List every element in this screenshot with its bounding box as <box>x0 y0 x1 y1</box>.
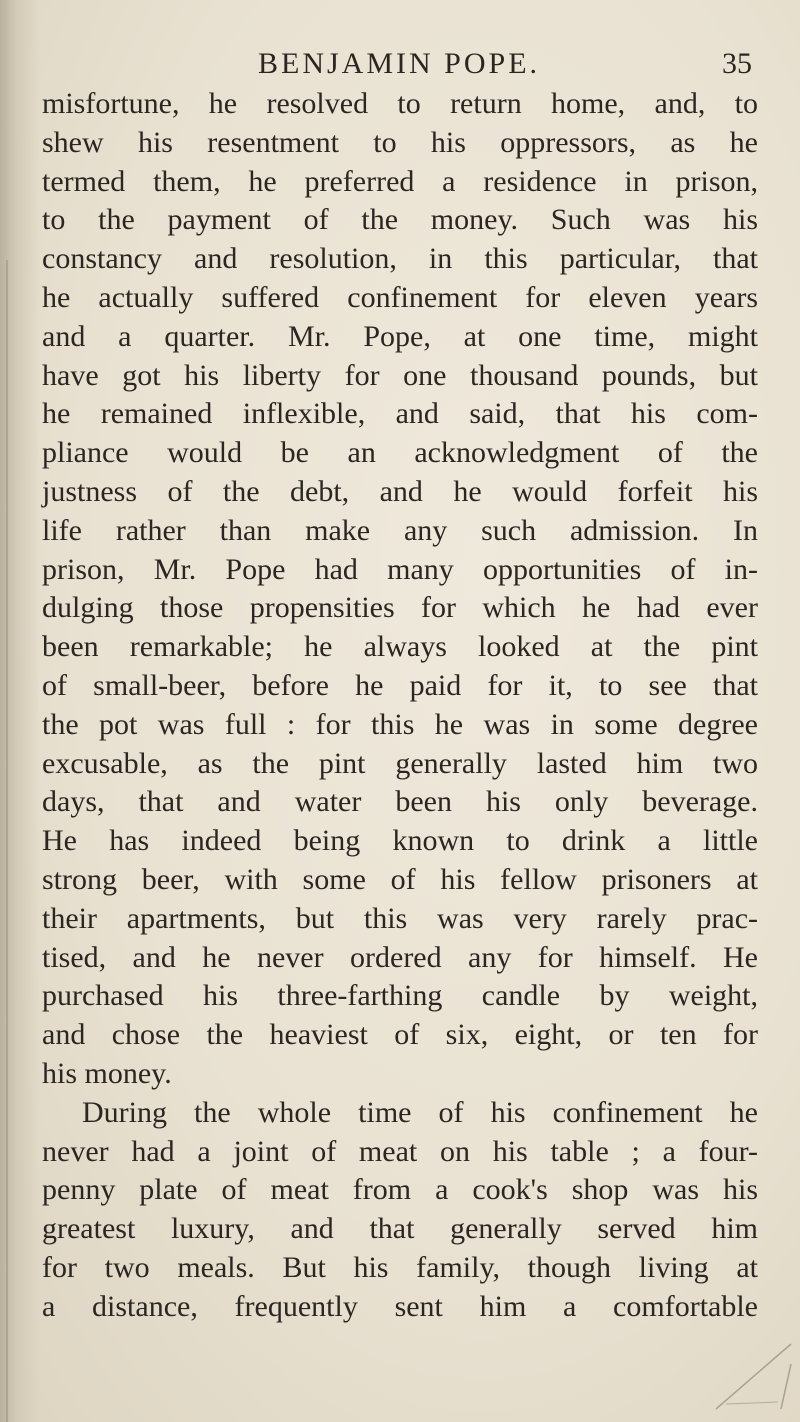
binding-edge <box>6 260 8 1422</box>
text-line: greatest luxury, and that generally served him <box>42 1212 758 1246</box>
text-line: been remarkable; he always looked at the pint <box>42 630 758 664</box>
paragraph-end-line: his money. <box>42 1056 172 1090</box>
text-line: tised, and he never ordered any for himself. He <box>42 940 758 974</box>
text-line: termed them, he preferred a residence in prison, <box>42 164 758 198</box>
running-head <box>0 44 800 84</box>
text-line: justness of the debt, and he would forfeit his <box>42 474 758 508</box>
text-line: strong beer, with some of his fellow prisoners at <box>42 862 758 896</box>
text-line: he actually suffered confinement for eleven years <box>42 280 758 314</box>
text-line: never had a joint of meat on his table ; a four- <box>42 1134 758 1168</box>
text-line: for two meals. But his family, though living at <box>42 1250 758 1284</box>
text-line: He has indeed being known to drink a little <box>42 824 758 858</box>
text-line: shew his resentment to his oppressors, as he <box>42 125 758 159</box>
text-line: pliance would be an acknowledgment of the <box>42 436 758 470</box>
text-line: and chose the heaviest of six, eight, or ten for <box>42 1018 758 1052</box>
text-line: excusable, as the pint generally lasted him two <box>42 746 758 780</box>
text-line: prison, Mr. Pope had many opportunities of in- <box>42 552 758 586</box>
body-text <box>42 85 758 1327</box>
text-line: and a quarter. Mr. Pope, at one time, might <box>42 319 758 353</box>
page-corner-mark <box>686 1304 796 1414</box>
text-line: their apartments, but this was very rarely prac- <box>42 901 758 935</box>
text-line: purchased his three-farthing candle by weight, <box>42 979 758 1013</box>
text-line: days, that and water been his only beverage. <box>42 785 758 819</box>
text-line: dulging those propensities for which he had ever <box>42 591 758 625</box>
text-line: of small-beer, before he paid for it, to see that <box>42 668 758 702</box>
text-line: life rather than make any such admission. In <box>42 513 758 547</box>
running-title: BENJAMIN POPE. <box>258 47 541 80</box>
paragraph-first-line: During the whole time of his confinement he <box>82 1095 758 1129</box>
page-number: 35 <box>722 47 752 80</box>
text-line: he remained inflexible, and said, that his com- <box>42 397 758 431</box>
text-line: constancy and resolution, in this particular, that <box>42 242 758 276</box>
text-line: have got his liberty for one thousand pounds, but <box>42 358 758 392</box>
text-line: to the payment of the money. Such was his <box>42 203 758 237</box>
text-line: a distance, frequently sent him a comfortable <box>42 1289 758 1323</box>
text-line: the pot was full : for this he was in some degree <box>42 707 758 741</box>
text-line: penny plate of meat from a cook's shop was his <box>42 1173 758 1207</box>
text-line: misfortune, he resolved to return home, and, to <box>42 87 758 120</box>
